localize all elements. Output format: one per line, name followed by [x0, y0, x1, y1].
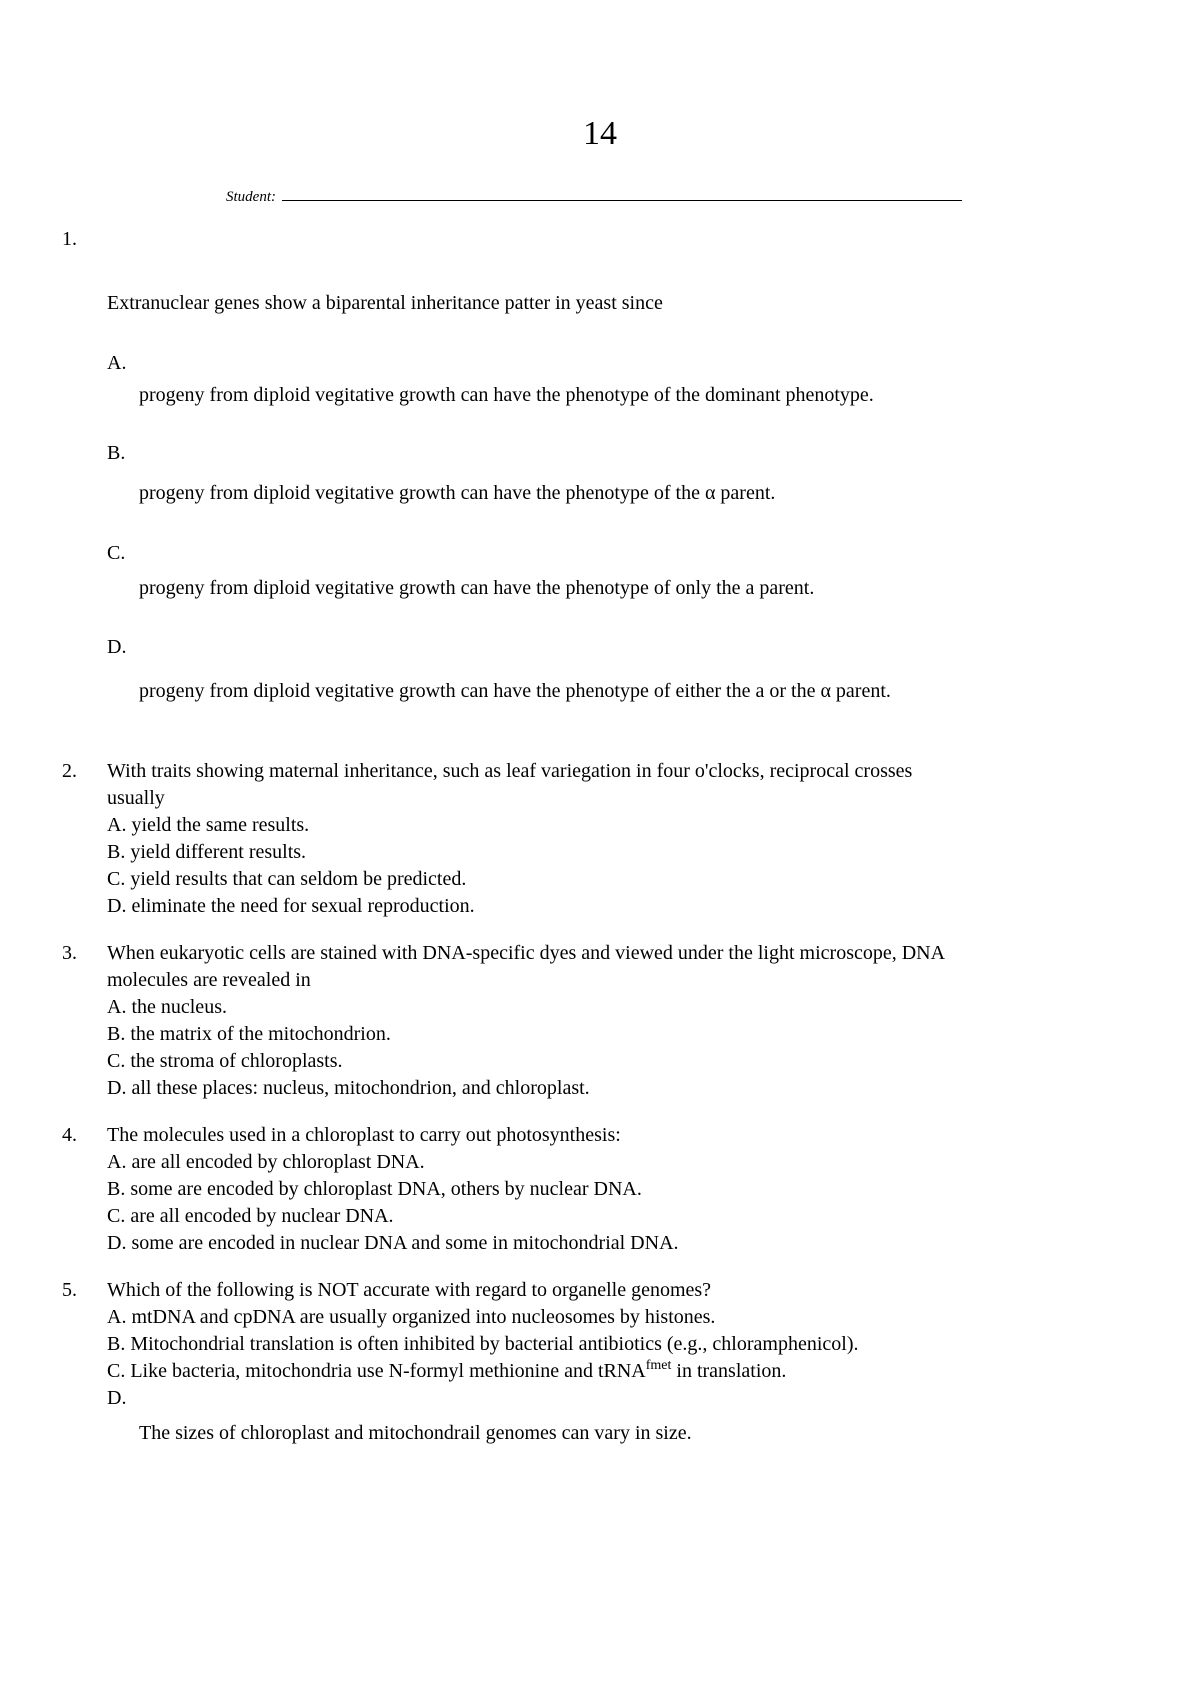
question-5-option-c-text: C. Like bacteria, mitochondria use N-formyl methionine and tRNA [107, 1360, 646, 1382]
question-3-option-a: A. the nucleus. [107, 996, 227, 1018]
question-1-option-d-text: progeny from diploid vegitative growth can have the phenotype of either the a or the α parent. [139, 680, 891, 702]
question-5-number: 5. [62, 1279, 77, 1301]
question-3-text-line1: When eukaryotic cells are stained with DNA-specific dyes and viewed under the light microscope, DNA [107, 942, 946, 964]
question-5-option-c-superscript: fmet [645, 1358, 672, 1373]
question-1-option-b-letter: B. [107, 442, 126, 464]
question-5-option-c [107, 1358, 786, 1385]
question-1-option-c-letter: C. [107, 542, 126, 564]
student-name-field[interactable] [226, 186, 962, 206]
question-4-option-d: D. some are encoded in nuclear DNA and some in mitochondrial DNA. [107, 1232, 679, 1254]
question-3-text-line2: molecules are revealed in [107, 969, 311, 991]
question-2-number: 2. [62, 760, 77, 782]
student-name-rule [282, 186, 962, 201]
question-5-option-b: B. Mitochondrial translation is often inhibited by bacterial antibiotics (e.g., chloramphenicol). [107, 1333, 859, 1355]
student-label: Student: [226, 189, 276, 205]
question-4-option-c: C. are all encoded by nuclear DNA. [107, 1205, 394, 1227]
question-1-option-c-text: progeny from diploid vegitative growth can have the phenotype of only the a parent. [139, 577, 815, 599]
question-2-option-b: B. yield different results. [107, 841, 307, 863]
question-2-text-line1: With traits showing maternal inheritance, such as leaf variegation in four o'clocks, reciprocal crosses [107, 760, 913, 782]
question-3-option-d: D. all these places: nucleus, mitochondrion, and chloroplast. [107, 1077, 590, 1099]
question-2-text-line2: usually [107, 787, 165, 809]
question-4-text: The molecules used in a chloroplast to carry out photosynthesis: [107, 1124, 621, 1146]
question-4-option-a: A. are all encoded by chloroplast DNA. [107, 1151, 425, 1173]
question-5-option-c-suffix: in translation. [671, 1360, 787, 1382]
question-2-option-a: A. yield the same results. [107, 814, 310, 836]
question-1-option-b-text: progeny from diploid vegitative growth can have the phenotype of the α parent. [139, 482, 776, 504]
question-1-number: 1. [62, 228, 77, 250]
question-5-text: Which of the following is NOT accurate with regard to organelle genomes? [107, 1279, 712, 1301]
question-2-option-d: D. eliminate the need for sexual reproduction. [107, 895, 475, 917]
question-5-option-d-text: The sizes of chloroplast and mitochondrail genomes can vary in size. [139, 1422, 692, 1444]
question-1-option-a-text: progeny from diploid vegitative growth can have the phenotype of the dominant phenotype. [139, 384, 874, 406]
question-3-number: 3. [62, 942, 77, 964]
question-4-number: 4. [62, 1124, 77, 1146]
question-1-text: Extranuclear genes show a biparental inheritance patter in yeast since [107, 292, 663, 314]
page-number: 14 [583, 115, 617, 152]
question-1-option-d-letter: D. [107, 636, 127, 658]
question-1-option-a-letter: A. [107, 352, 127, 374]
question-2-option-c: C. yield results that can seldom be predicted. [107, 868, 467, 890]
question-3-option-b: B. the matrix of the mitochondrion. [107, 1023, 391, 1045]
question-3-option-c: C. the stroma of chloroplasts. [107, 1050, 343, 1072]
question-5-option-a: A. mtDNA and cpDNA are usually organized into nucleosomes by histones. [107, 1306, 716, 1328]
question-4-option-b: B. some are encoded by chloroplast DNA, others by nuclear DNA. [107, 1178, 642, 1200]
question-5-option-d-letter: D. [107, 1387, 127, 1409]
